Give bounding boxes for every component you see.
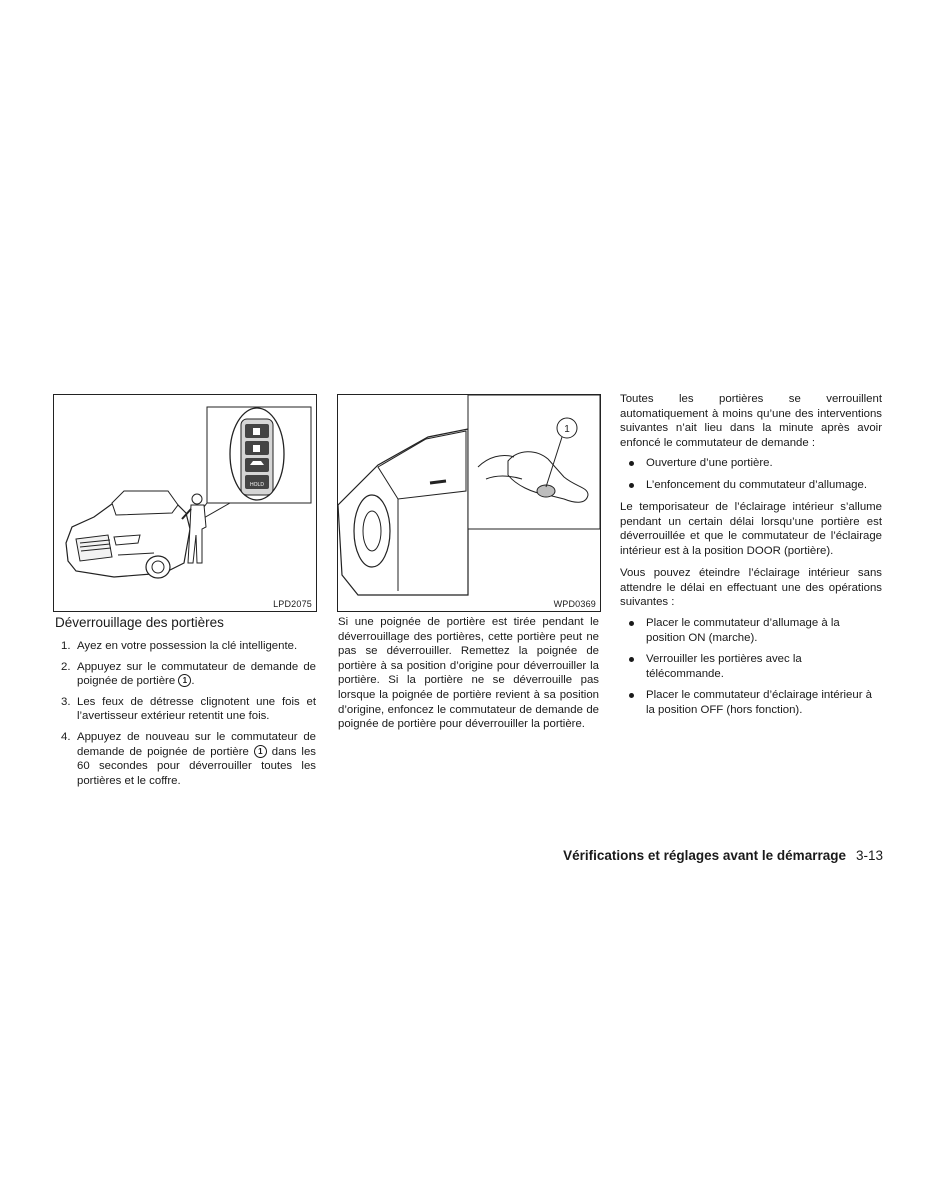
- auto-lock-paragraph: Toutes les portières se verrouillent automatiquement à moins qu’une des interventions suivantes n’ait lieu dans la minute après avoir enfoncé le commutateur de demande :: [620, 393, 882, 449]
- svg-text:1: 1: [564, 424, 570, 435]
- bullet-icon: [629, 483, 634, 488]
- footer-section-title: Vérifications et réglages avant le démarrage: [563, 848, 846, 863]
- bullet-icon: [629, 657, 634, 662]
- bullet-icon: [629, 621, 634, 626]
- figure-code: WPD0369: [553, 599, 596, 609]
- interior-light-bullets: [620, 616, 882, 725]
- page-number: 3-13: [855, 848, 883, 863]
- step-item: 1. Ayez en votre possession la clé intelligente.: [61, 640, 298, 652]
- figure-door-handle: [337, 394, 601, 612]
- page-footer: [563, 848, 883, 863]
- figure-code: LPD2075: [273, 599, 312, 609]
- door-handle-paragraph: Si une poignée de portière est tirée pendant le déverrouillage des portières, cette portière peut ne pas se déverrouiller. Remettez la poignée de portière à sa position d’origine pour déverrouiller la portière. Si la portière ne se déverrouille pas lorsque la poignée de portière revient à sa position d’origine, enfoncez le commutateur de demande de poignée de portière pour déverrouiller la portière.: [338, 616, 599, 731]
- bullet-icon: [629, 693, 634, 698]
- door-handle-illustration: [338, 395, 600, 611]
- step-item: 4. Appuyez de nouveau sur le commutateur de demande de poignée de portière 1 dans les 60 secondes pour déverrouiller toutes les portières et le coffre.: [61, 730, 316, 787]
- interior-light-timer-paragraph: Le temporisateur de l’éclairage intérieur s’allume pendant un certain délai lorsqu’une portière est déverrouillée et que le commutateur de l’éclairage intérieur est à la position DOOR (portière).: [620, 501, 882, 557]
- section-title: Déverrouillage des portières: [55, 615, 224, 630]
- callout-ref: 1: [178, 674, 191, 687]
- bullet-item: Placer le commutateur d’allumage à la position ON (marche).: [620, 616, 882, 645]
- unlock-steps-list: [53, 639, 316, 794]
- step-item: 2. Appuyez sur le commutateur de demande de poignée de portière 1 .: [61, 660, 316, 688]
- car-and-person-illustration: [54, 395, 316, 611]
- bullet-icon: [629, 461, 634, 466]
- auto-lock-bullets: [620, 456, 882, 499]
- step-item: 3. Les feux de détresse clignotent une fois et l’avertisseur extérieur retentit une fois.: [61, 695, 316, 723]
- bullet-item: Ouverture d’une portière.: [620, 456, 882, 471]
- callout-ref: 1: [254, 745, 267, 758]
- interior-light-off-paragraph: Vous pouvez éteindre l’éclairage intérieur sans attendre le délai en effectuant une des opérations suivantes :: [620, 567, 882, 609]
- bullet-item: Placer le commutateur d’éclairage intérieur à la position OFF (hors fonction).: [620, 688, 882, 717]
- bullet-item: Verrouiller les portières avec la télécommande.: [620, 652, 882, 681]
- svg-text:HOLD: HOLD: [250, 482, 264, 488]
- bullet-item: L’enfoncement du commutateur d’allumage.: [620, 478, 882, 493]
- figure-smart-key-unlock: [53, 394, 317, 612]
